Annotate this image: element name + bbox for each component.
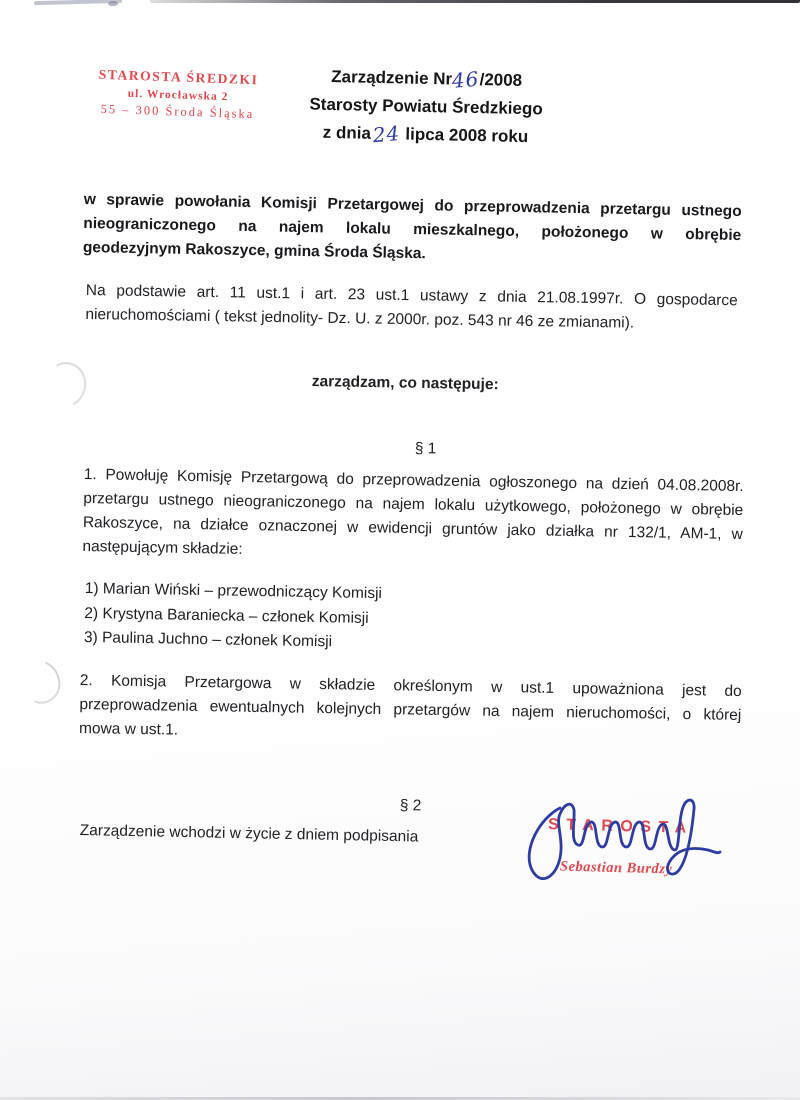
letterhead-postal-city: 55 – 300 Środa Śląska: [100, 101, 255, 122]
letterhead-street: ul. Wrocławska 2: [127, 87, 229, 104]
document-title: [283, 62, 569, 152]
text-line: nieograniczonego na najem lokalu mieszkalnego, położonego w obrębie: [83, 214, 742, 245]
section-1-mark: § 1: [414, 439, 437, 458]
title-date-prefix: z dnia: [322, 122, 372, 143]
signer-name: Sebastian Burdzy: [559, 858, 673, 878]
scan-edge-line-top: [150, 0, 800, 3]
title-issuer: Starosty Powiatu Średzkiego: [309, 94, 543, 119]
text-line: 2. Komisja Przetargowa w składzie określonym w ust.1 upoważniona jest do: [79, 671, 742, 700]
title-nr-suffix: /2008: [479, 70, 523, 90]
text-line: Na podstawie art. 11 ust.1 i art. 23 ust.1 ustawy z dnia 21.08.1997r. O gospodarce: [85, 281, 738, 310]
section-2-mark: § 2: [399, 796, 422, 815]
text-line: nieruchomościami ( tekst jednolity- Dz. U. z 2000r. poz. 543 nr 46 ze zmianami).: [85, 305, 635, 332]
punch-hole-mark-lower: [13, 654, 68, 711]
text-line: w sprawie powołania Komisji Przetargowej do przeprowadzenia przetargu ustnego: [83, 190, 742, 221]
section-1-clause-1: [82, 463, 744, 571]
list-item: 2) Krystyna Baraniecka – członek Komisji: [84, 604, 369, 627]
handwritten-ordinance-number: 46: [451, 66, 481, 93]
signature-stamp-title: STAROSTA: [547, 816, 694, 837]
title-date-suffix: lipca 2008 roku: [405, 124, 529, 147]
legal-basis-paragraph: [85, 279, 738, 337]
effective-date-clause: Zarządzenie wchodzi w życie z dniem podpisania: [79, 821, 419, 846]
letterhead-stamp: [76, 66, 280, 123]
order-clause: zarządzam, co następuje:: [311, 372, 499, 394]
section-1-clause-2: [79, 669, 742, 752]
text-line: Rakoszyce, na działce oznaczonej w ewidencji gruntów jako działka nr 132/1, AM-1, w: [82, 513, 743, 544]
signature-ink-scribble: [520, 792, 732, 910]
list-item: 1) Marian Wiński – przewodniczący Komisji: [84, 579, 383, 603]
letterhead-organization: STAROSTA ŚREDZKI: [98, 66, 259, 88]
handwritten-day-number: 24: [372, 121, 402, 148]
text-line: następującym składzie:: [82, 537, 243, 558]
title-nr-prefix: Zarządzenie Nr: [331, 66, 453, 89]
text-line: geodezyjnym Rakoszyce, gmina Środa Śląska.: [82, 238, 426, 263]
text-line: 1. Powołuję Komisję Przetargową do przeprowadzenia ogłoszonego na dzień 04.08.2008r.: [83, 465, 744, 496]
subject-paragraph: [83, 188, 742, 272]
punch-hole-mark-upper: [38, 357, 92, 414]
scan-smudge-top-left: [34, 0, 122, 5]
text-line: przeprowadzenia ewentualnych kolejnych przetargów na najem nieruchomości, o której: [79, 695, 742, 724]
signature-block: [520, 792, 732, 910]
title-line-date: [283, 118, 568, 152]
list-item: 3) Paulina Juchno – członek Komisji: [83, 628, 333, 651]
committee-members-list: [84, 577, 382, 656]
text-line: przetargu ustnego nieograniczonego na najem lokalu użytkowego, położonego w obrębie: [83, 489, 744, 520]
text-line: mowa w ust.1.: [78, 719, 179, 739]
